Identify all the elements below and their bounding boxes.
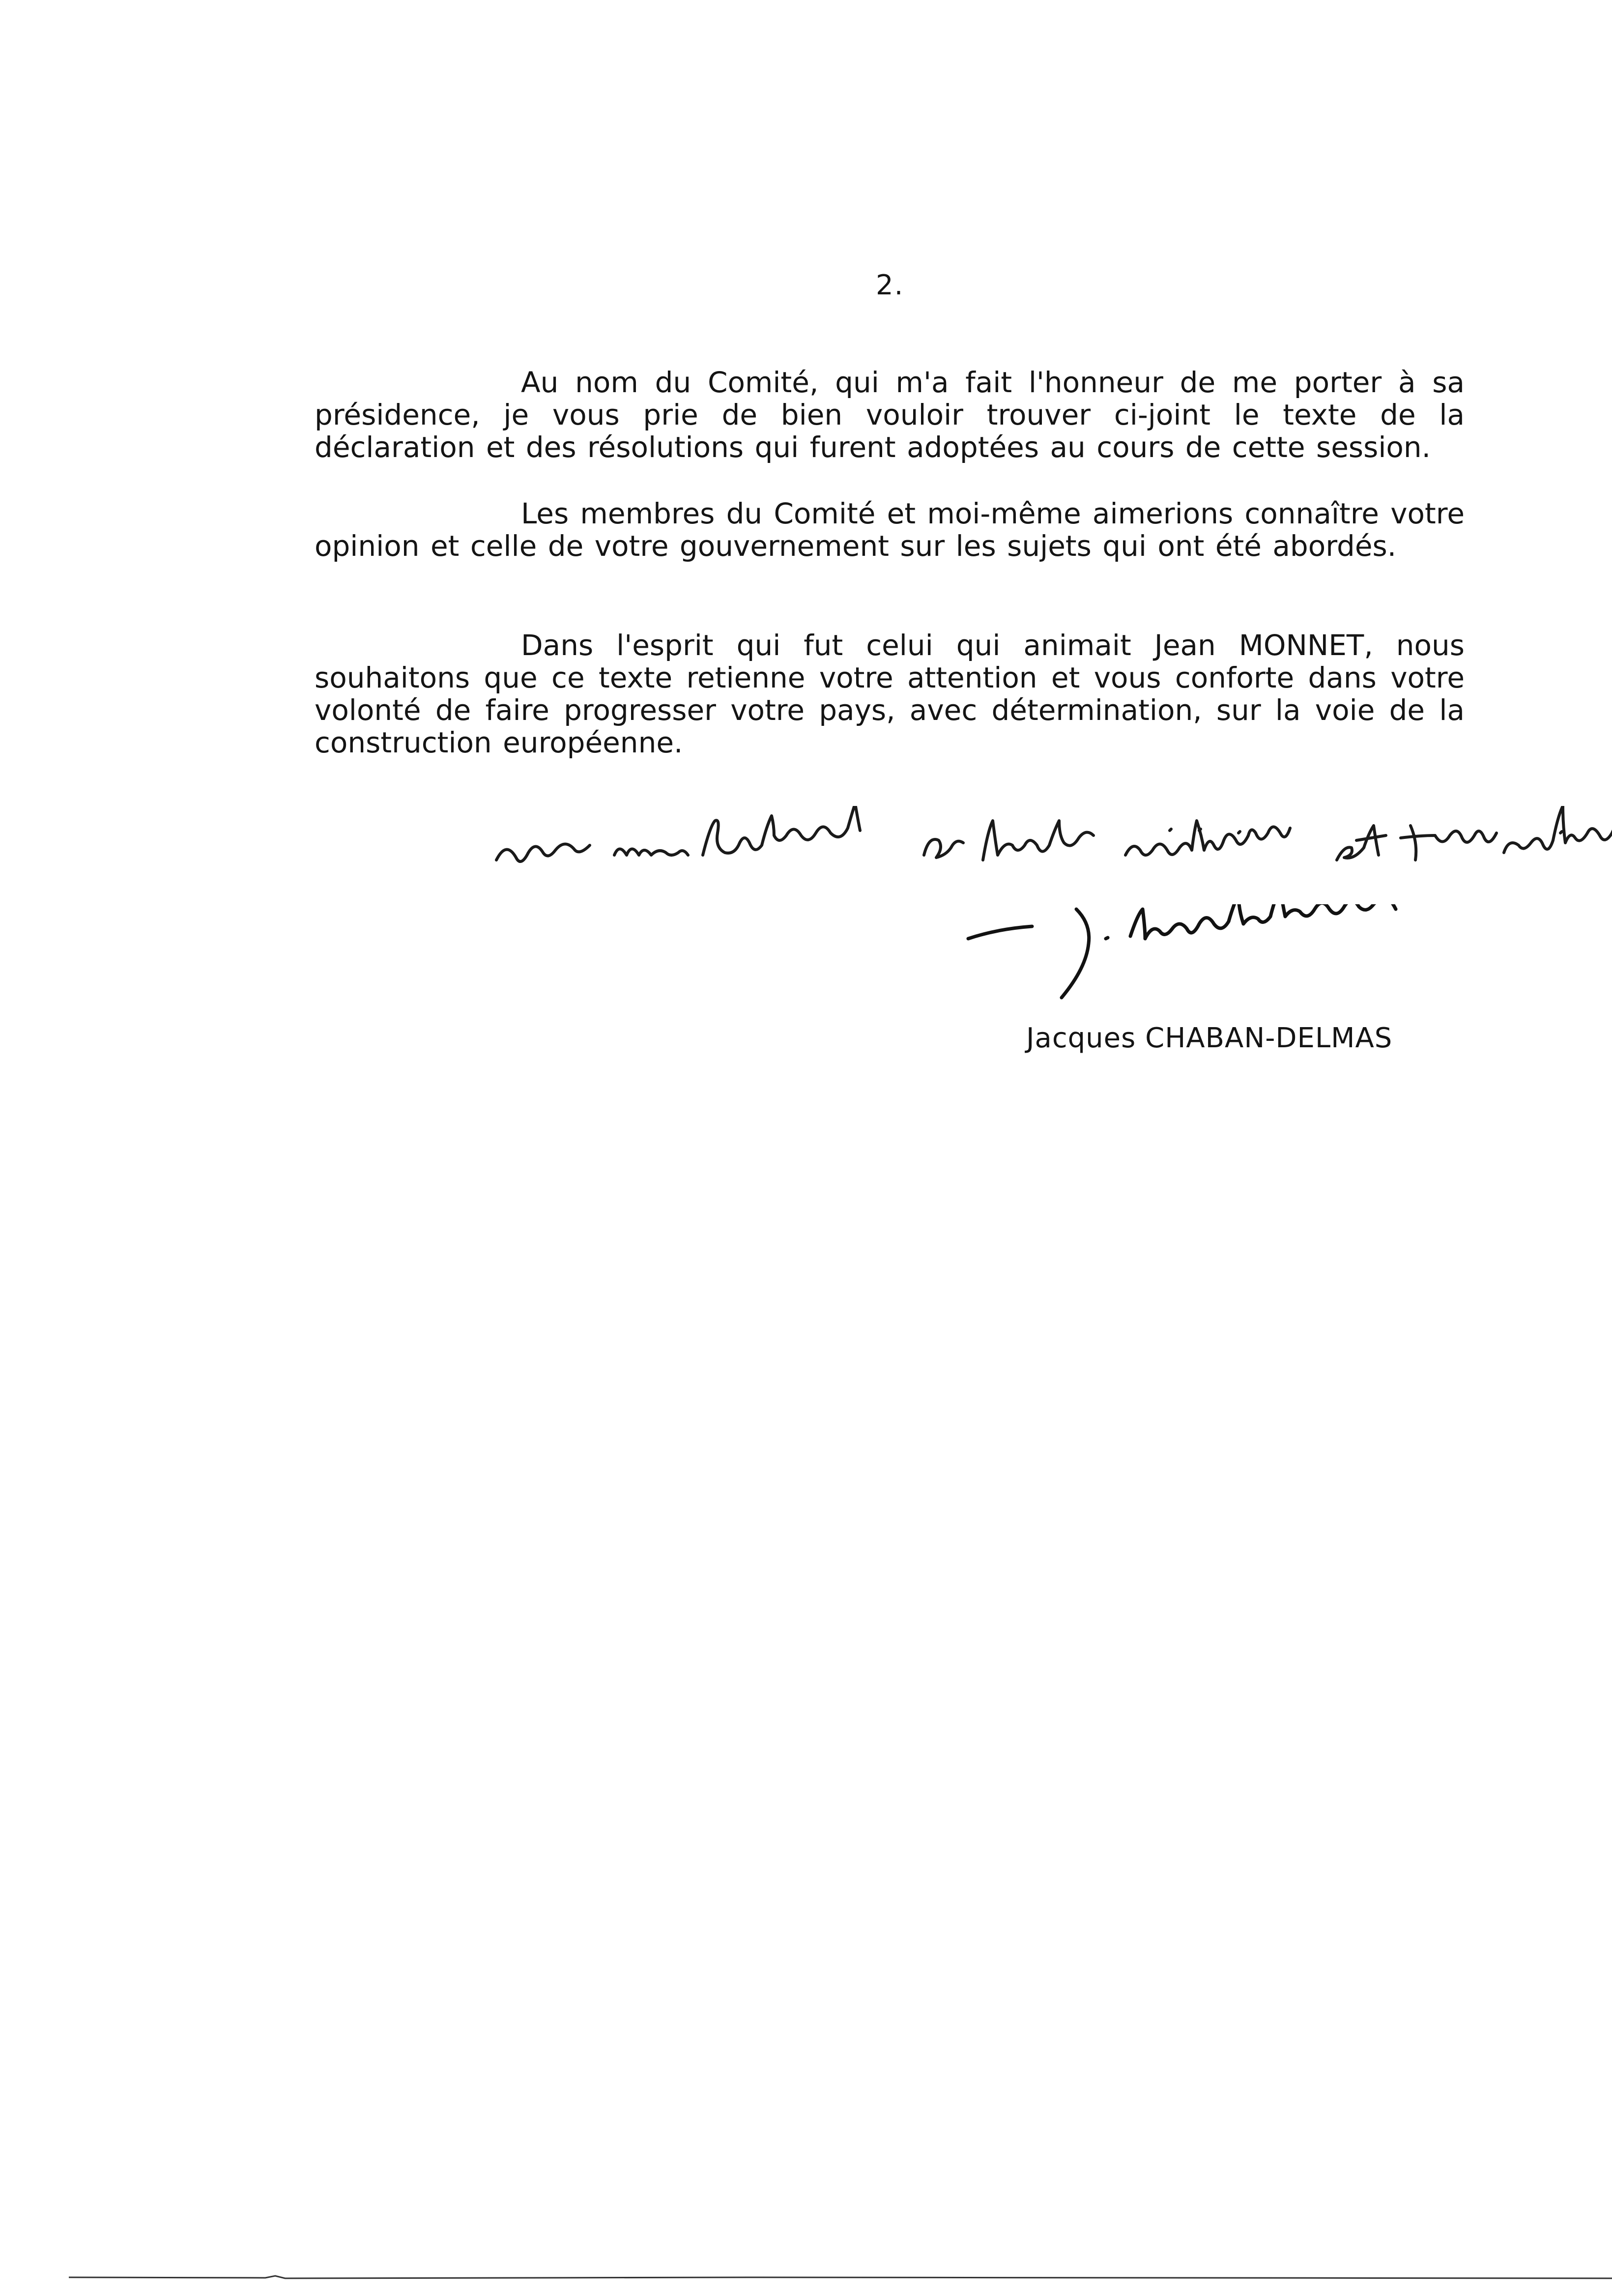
paragraph-2 <box>315 497 1465 562</box>
page-number: 2. <box>876 269 904 301</box>
paragraph-3-text: Dans l'esprit qui fut celui qui animait Jean MONNET, nous souhaitons que ce texte retienne votre attention et vous conforte dans votre volonté de faire progresser votre pays, avec détermination, sur la voie de la construction européenne. <box>315 629 1465 759</box>
paragraph-1 <box>315 366 1465 463</box>
handwritten-signature <box>958 904 1489 1003</box>
handwritten-closing-drawing <box>491 806 1612 885</box>
bottom-edge-line-drawing <box>69 2274 1612 2281</box>
paragraph-3 <box>315 629 1465 759</box>
paragraph-2-text: Les membres du Comité et moi-même aimerions connaître votre opinion et celle de votre gouvernement sur les sujets qui ont été abordés. <box>315 497 1465 563</box>
handwritten-signature-drawing <box>958 904 1489 1003</box>
signatory-name: Jacques CHABAN-DELMAS <box>1026 1022 1393 1054</box>
bottom-edge-line <box>69 2274 1612 2281</box>
handwritten-closing <box>491 806 1612 885</box>
paragraph-1-text: Au nom du Comité, qui m'a fait l'honneur de me porter à sa présidence, je vous prie de bien vouloir trouver ci-joint le texte de la déclaration et des résolutions qui furent adoptées au cours de cette session. <box>315 366 1465 464</box>
